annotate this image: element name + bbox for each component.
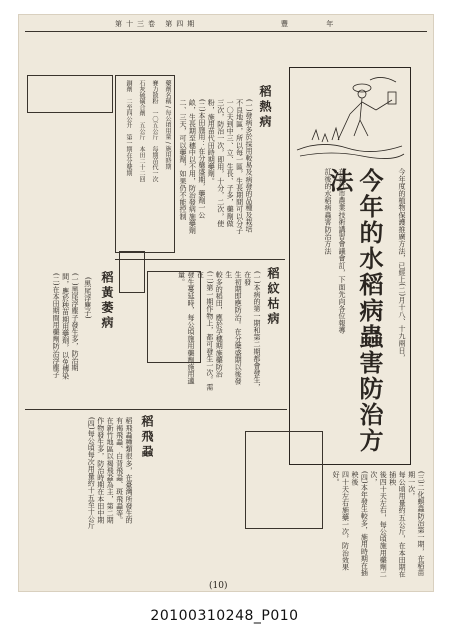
section-divider xyxy=(25,409,287,410)
rice-blast-table xyxy=(115,75,175,253)
section-title-sheath-blight: 稻紋枯病 xyxy=(266,267,280,327)
document-page xyxy=(18,14,434,592)
article-title: 今年的水稻病蟲害防治方法 xyxy=(325,168,384,454)
table-row: 銅劑 二至四公升 第一期在分蘖期 xyxy=(125,80,132,176)
side-table xyxy=(27,75,113,113)
archive-caption: 20100310248_P010 xyxy=(150,608,299,624)
section-title-rice-blast: 稻熱病 xyxy=(258,85,272,130)
rice-blast-text: (一)發病多於採用較易及病發的品種及栽培 不良地區，所以每一區，生長期間可以分子 一〇天到中三、立、生長、子多，藥劑做 三次，防治一次，即用，十分，二次，使 粉，施用苗代田時期藥劑。 (二)本田施用：在分蘖盛期，藥劑一公 畝，生長期至穗中以不用，防治發病施藥劑 二、三天，可以藥劑，如果仍不能控制 xyxy=(178,99,253,234)
intro-line-2: 在新竹市農業技術講習會議會訂，下面先向各位報導 xyxy=(338,168,346,334)
planthopper-text: 稻飛蝨種類很多，在臺灣所發生的 有褐飛蝨、白背飛蝨、斑飛蝨等。 在新竹地區以褐飛蝨為主，第二期 作物發生多，防治時期在本田中期 (四)每公頃每次用量約十五至十公斤 xyxy=(87,417,133,530)
intro-line-3: 訂後的水稻病蟲害防治方法 xyxy=(324,168,332,255)
farmer-illustration xyxy=(292,70,408,165)
table-header: 藥劑名稱 / 每公頃用量 / 施用時期 xyxy=(164,80,171,170)
journal-name: 豐 年 xyxy=(281,20,352,28)
header-rule xyxy=(25,31,427,32)
title-box xyxy=(289,67,411,465)
yellow-dwarf-subtitle: (黑尾浮塵子) xyxy=(83,277,92,319)
sheath-blight-text: (一)本病的第一期和第二期都會發生，在發 生初期即應防治。在分蘖盛期以後發生 較多的稻田，應於孕穗期施藥防治 (二)第一期作物上，都可發生一次。需在 發生蔓延時，每公頃施用藥劑施用適量。 xyxy=(177,271,261,391)
yellow-dwarf-text: (一)黑尾浮塵子發生多，防治期 間，應於秧苗期用藥劑，以免傳染 (二)在本田期間用藥劑防治浮塵子 xyxy=(52,273,79,380)
section-title-planthopper: 稻飛蝨 xyxy=(140,415,154,460)
intro-line-1: 今年度的植物保護推廣方法，已經上(二)月十八、十九兩日， xyxy=(398,168,406,362)
borer-table xyxy=(245,431,323,529)
borer-text: (三)二化螟蟲防治第一期，在稻苗期一次， 每公頃用量約五公斤，在本田期在插秧 後四十天左右，每公頃施用藥劑二次， (四)本年發生較多，施用時期在插秧後 四十天左右施藥一次，防治效果好。 xyxy=(332,471,425,578)
page-number: (10) xyxy=(209,581,228,591)
sheath-blight-table xyxy=(147,271,201,363)
small-table xyxy=(119,251,145,293)
table-row: 石灰硫磺合劑 五公斤 本田二十二回 xyxy=(138,80,145,182)
section-title-yellow-dwarf: 稻黃萎病 xyxy=(100,271,114,331)
table-row: 賽力散粉 一〇五公斤 每期苗代一次 xyxy=(151,80,158,182)
volume-issue: 第十三卷 第四期 xyxy=(115,20,199,28)
